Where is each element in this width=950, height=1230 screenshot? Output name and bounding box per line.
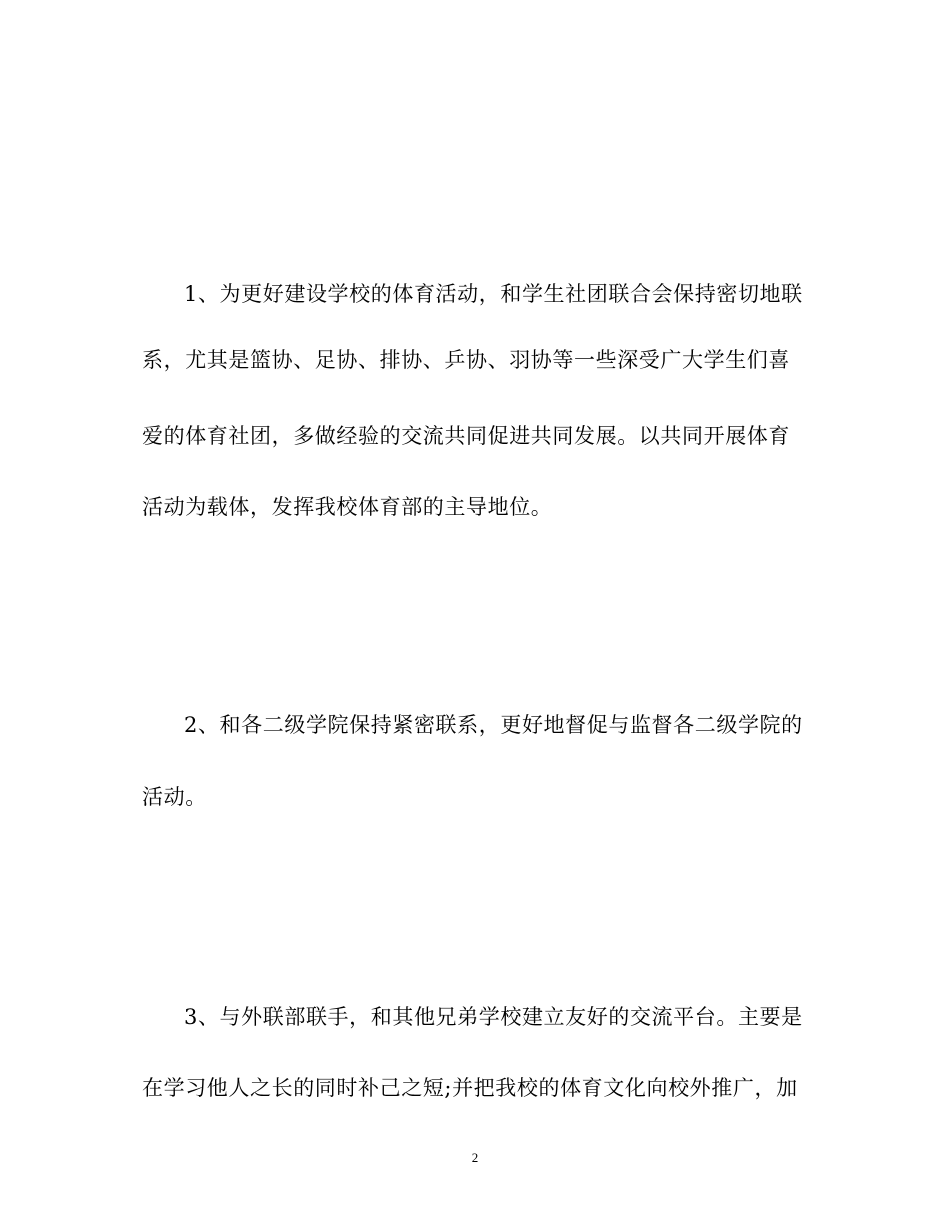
paragraph-line: 2、和各二级学院保持紧密联系，更好地督促与监督各二级学院的 [184,713,803,737]
paragraph-line: 活动为载体，发挥我校体育部的主导地位。 [142,495,553,519]
page-number: 2 [471,1150,479,1165]
paragraph-line: 1、为更好建设学校的体育活动，和学生社团联合会保持密切地联 [184,282,803,306]
paragraph-line: 爱的体育社团，多做经验的交流共同促进共同发展。以共同开展体育 [142,424,790,448]
paragraph-line: 3、与外联部联手，和其他兄弟学校建立友好的交流平台。主要是 [184,1005,803,1029]
paragraph-line: 活动。 [142,785,207,809]
paragraph-line: 系，尤其是篮协、足协、排协、乒协、羽协等一些深受广大学生们喜 [142,348,790,372]
paragraph-line: 在学习他人之长的同时补己之短;并把我校的体育文化向校外推广，加 [142,1076,798,1100]
